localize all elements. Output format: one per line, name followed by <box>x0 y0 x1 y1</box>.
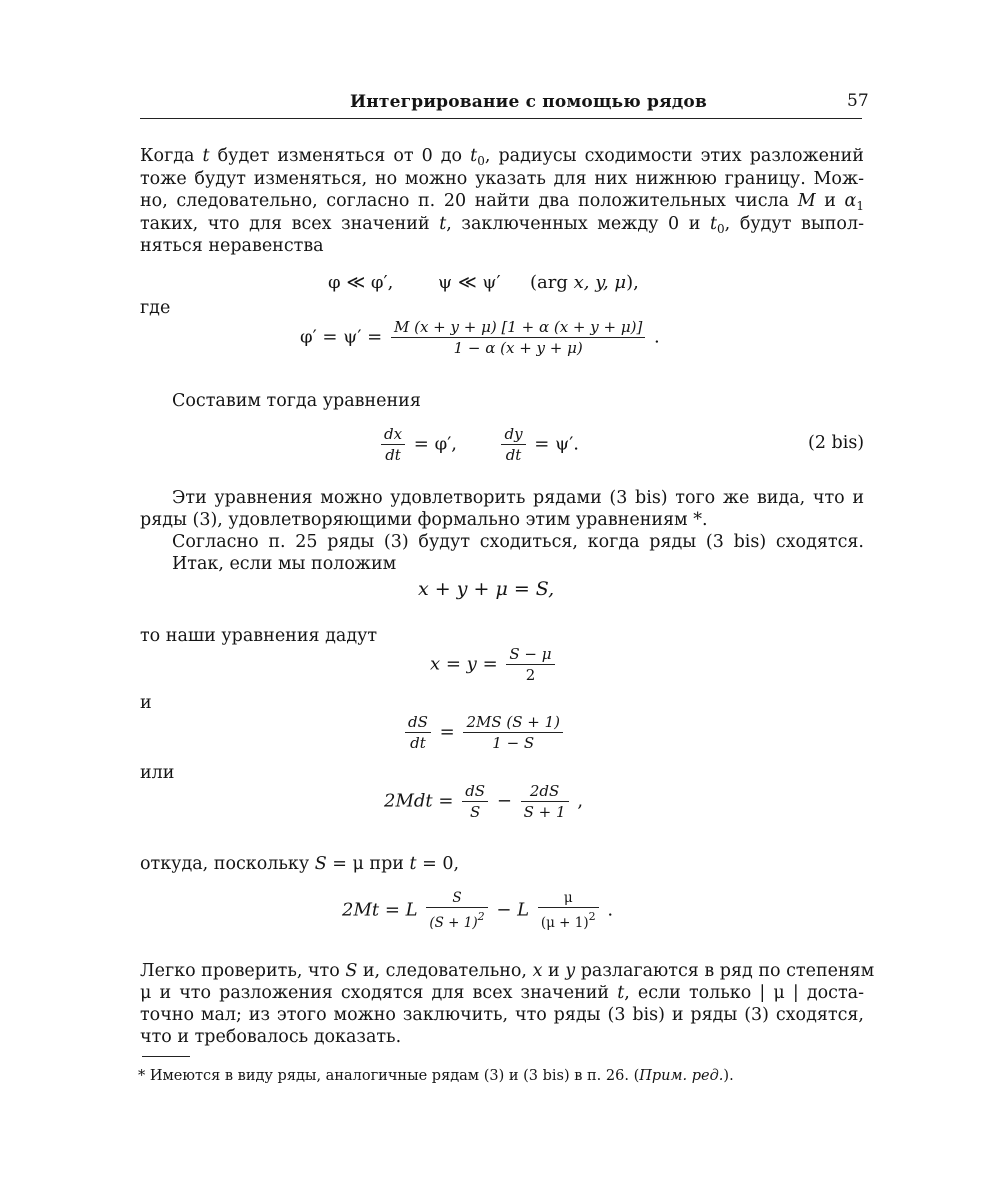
equation-2mdt: 2Mdt = $\frac{dS}{S}$ − $\frac{2dS}{S + 1}$ , <box>384 782 584 821</box>
fraction: $\frac{M (x + y + \mu) [1 + \alpha (x + y + \mu)]}{1 - \alpha (x + y + \mu)}$ <box>391 318 645 357</box>
equation-phi-prime: φ′ = ψ′ = $\frac{M (x + y + \mu) [1 + \alpha (x + y + \mu)]}{1 - \alpha (x + y + \mu)}$ . <box>300 318 660 357</box>
equation-label-2bis: (2 bis) <box>808 433 865 453</box>
footnote-mark: * <box>138 1068 146 1084</box>
inequality-args: (arg x, y, μ), <box>530 272 639 293</box>
para3-line4: что и требовалось доказать. <box>140 1027 402 1047</box>
equation-ds-dt: $\frac{dS}{dt}$ = $\frac{2MS (S + 1)}{1 - S}$ <box>402 713 566 752</box>
para3-line3: точно мал; из этого можно заключить, что ряды (3 bis) и ряды (3) сходятся, <box>140 1005 864 1025</box>
para3-line1: Легко проверить, что S и, следовательно, x и y разлагаются в ряд по степеням <box>140 961 875 981</box>
running-header-title: Интегрирование с помощью рядов <box>350 92 707 112</box>
equation-x-eq-y: x = y = $\frac{S - \mu}{2}$ <box>430 645 558 684</box>
compose-sentence: Составим тогда уравнения <box>172 391 421 411</box>
para3-line2: μ и что разложения сходятся для всех значений t, если только | μ | доста- <box>140 983 864 1003</box>
footnote-rule <box>142 1056 190 1057</box>
para1-line1: Когда t будет изменяться от 0 до $t_0$, радиусы сходимости этих разложений <box>140 146 864 168</box>
header-rule <box>140 118 862 119</box>
para1-line4: таких, что для всех значений t, заключенных между 0 и $t_0$, будут выпол- <box>140 214 864 236</box>
para2-line2: ряды (3), удовлетворяющими формально этим уравнениям *. <box>140 510 708 530</box>
word-or: или <box>140 763 175 783</box>
equation-sum: x + y + μ = S, <box>418 578 555 600</box>
inequality-phi: φ ≪ φ′, <box>328 272 394 293</box>
para2-line3: Согласно п. 25 ряды (3) будут сходиться, когда ряды (3 bis) сходятся. <box>172 532 864 552</box>
page-number: 57 <box>847 91 869 111</box>
equation-2mt: 2Mt = L $\frac{S}{(S + 1)^2}$ − L $\frac{\mu}{(\mu + 1)^2}$ . <box>342 890 614 931</box>
word-and: и <box>140 693 152 713</box>
para2-line4: Итак, если мы положим <box>172 554 397 574</box>
whence-sentence: откуда, поскольку S = μ при t = 0, <box>140 854 460 874</box>
para2-line1: Эти уравнения можно удовлетворить рядами (3 bis) того же вида, что и <box>172 488 864 508</box>
para1-line3: но, следовательно, согласно п. 20 найти два положительных числа M и $\alpha_1$ <box>140 191 864 213</box>
footnote: * Имеются в виду ряды, аналогичные рядам (3) и (3 bis) в п. 26. (Прим. ред.). <box>138 1068 734 1084</box>
equation-2bis: $\frac{dx}{dt}$ = φ′, $\frac{dy}{dt}$ = ψ′. <box>378 425 579 464</box>
para1-line2: тоже будут изменяться, но можно указать для них нижнюю границу. Мож- <box>140 169 864 189</box>
word-where: где <box>140 298 171 318</box>
then-sentence: то наши уравнения дадут <box>140 626 378 646</box>
para1-line5: няться неравенства <box>140 236 324 256</box>
inequality-psi: ψ ≪ ψ′ <box>438 272 501 293</box>
